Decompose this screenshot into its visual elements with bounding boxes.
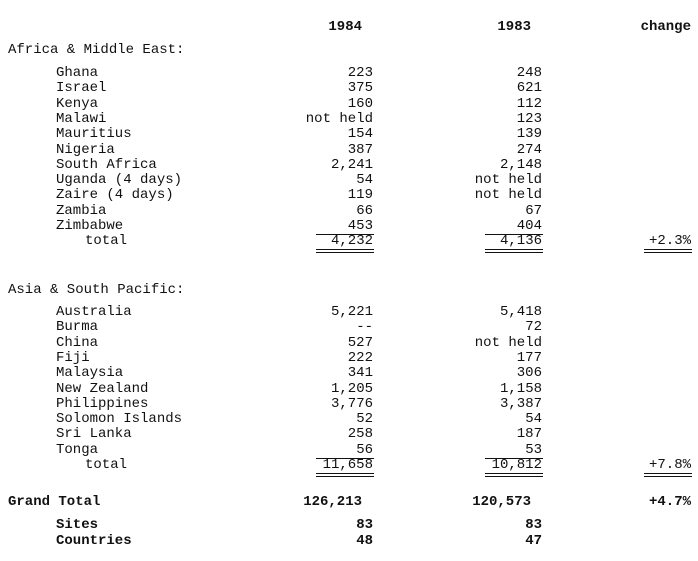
row-value-1984: 56 <box>356 441 373 458</box>
row-value-1984: not held <box>305 110 373 127</box>
row-country-name: Sri Lanka <box>56 426 132 443</box>
row-value-1983: 306 <box>516 365 542 382</box>
row-value-1984: 527 <box>347 334 373 351</box>
countries-1984: 48 <box>356 533 373 549</box>
countries-label: Countries <box>56 533 132 549</box>
row-country-name: Malaysia <box>56 365 124 382</box>
column-header-change: change <box>640 19 691 35</box>
sites-label: Sites <box>56 517 99 533</box>
row-value-1984: 1,205 <box>330 380 373 397</box>
total-value-1983: 4,136 <box>499 233 542 250</box>
row-value-1984: 375 <box>347 80 373 97</box>
row-value-1984: 222 <box>347 349 373 366</box>
column-header-1984: 1984 <box>328 19 362 35</box>
grand-total-1984: 126,213 <box>303 494 362 510</box>
countries-1983: 47 <box>525 533 542 549</box>
row-value-1983: 3,387 <box>499 395 542 412</box>
row-value-1984: 223 <box>347 65 373 81</box>
grand-total-label: Grand Total <box>8 494 101 510</box>
row-value-1983: 404 <box>516 218 542 234</box>
total-value-1983: 10,812 <box>491 457 542 473</box>
row-value-1984: 341 <box>347 365 373 382</box>
total-double-rule-1983 <box>485 252 543 253</box>
row-value-1983: 274 <box>516 141 542 158</box>
grand-total-1983: 120,573 <box>472 494 531 510</box>
row-country-name: Zimbabwe <box>56 218 124 234</box>
total-double-rule-1983 <box>485 476 543 477</box>
row-value-1983: 1,158 <box>499 380 542 397</box>
total-double-rule-change <box>644 252 692 253</box>
row-value-1984: 453 <box>347 218 373 234</box>
total-value-1984: 4,232 <box>330 233 373 250</box>
total-value-1984: 11,658 <box>322 457 373 473</box>
row-value-1983: 621 <box>516 80 542 97</box>
row-value-1983: 248 <box>516 65 542 81</box>
row-value-1984: 54 <box>356 172 373 189</box>
row-value-1984: 387 <box>347 141 373 158</box>
row-value-1984: 119 <box>347 187 373 204</box>
row-value-1983: 2,148 <box>499 156 542 173</box>
total-change: +2.3% <box>648 233 691 250</box>
row-country-name: Malawi <box>56 110 107 127</box>
column-header-1983: 1983 <box>497 19 531 35</box>
total-double-rule-change <box>644 476 692 477</box>
total-double-rule-1984 <box>316 252 374 253</box>
row-value-1983: 67 <box>525 202 542 219</box>
row-country-name: Burma <box>56 319 99 336</box>
row-value-1984: 3,776 <box>330 395 373 412</box>
total-double-rule-1984 <box>316 249 374 250</box>
row-value-1984: -- <box>356 319 373 336</box>
row-value-1984: 154 <box>347 126 373 143</box>
row-country-name: Tonga <box>56 441 99 458</box>
row-country-name: South Africa <box>56 156 157 173</box>
total-label: total <box>85 233 128 250</box>
row-country-name: Nigeria <box>56 141 115 158</box>
row-value-1983: 187 <box>516 426 542 443</box>
row-country-name: Mauritius <box>56 126 132 143</box>
total-double-rule-1984 <box>316 473 374 474</box>
total-double-rule-1983 <box>485 249 543 250</box>
row-country-name: Fiji <box>56 349 90 366</box>
row-value-1984: 66 <box>356 202 373 219</box>
total-double-rule-1984 <box>316 476 374 477</box>
row-value-1984: 258 <box>347 426 373 443</box>
row-country-name: New Zealand <box>56 380 149 397</box>
row-value-1983: 72 <box>525 319 542 336</box>
row-value-1983: 123 <box>516 110 542 127</box>
row-value-1983: 5,418 <box>499 304 542 320</box>
row-value-1984: 5,221 <box>330 304 373 320</box>
row-value-1983: not held <box>474 334 542 351</box>
row-value-1984: 160 <box>347 95 373 112</box>
row-country-name: Solomon Islands <box>56 411 183 428</box>
row-country-name: Ghana <box>56 65 99 81</box>
sites-1983: 83 <box>525 517 542 533</box>
total-double-rule-1983 <box>485 473 543 474</box>
section-title: Asia & South Pacific: <box>8 282 185 298</box>
row-value-1984: 2,241 <box>330 156 373 173</box>
row-value-1984: 52 <box>356 411 373 428</box>
sites-1984: 83 <box>356 517 373 533</box>
row-country-name: Kenya <box>56 95 99 112</box>
row-country-name: Zaire (4 days) <box>56 187 174 204</box>
row-value-1983: 54 <box>525 411 542 428</box>
row-value-1983: not held <box>474 172 542 189</box>
row-value-1983: 139 <box>516 126 542 143</box>
row-value-1983: 177 <box>516 349 542 366</box>
row-value-1983: not held <box>474 187 542 204</box>
total-change: +7.8% <box>648 457 691 473</box>
row-country-name: Israel <box>56 80 107 97</box>
row-country-name: Uganda (4 days) <box>56 172 183 189</box>
row-country-name: Philippines <box>56 395 149 412</box>
row-country-name: Zambia <box>56 202 107 219</box>
total-double-rule-change <box>644 249 692 250</box>
total-label: total <box>85 457 128 473</box>
total-double-rule-change <box>644 473 692 474</box>
section-title: Africa & Middle East: <box>8 42 185 58</box>
row-value-1983: 53 <box>525 441 542 458</box>
row-country-name: Australia <box>56 304 132 320</box>
grand-total-change: +4.7% <box>648 494 691 510</box>
row-value-1983: 112 <box>516 95 542 112</box>
row-country-name: China <box>56 334 99 351</box>
